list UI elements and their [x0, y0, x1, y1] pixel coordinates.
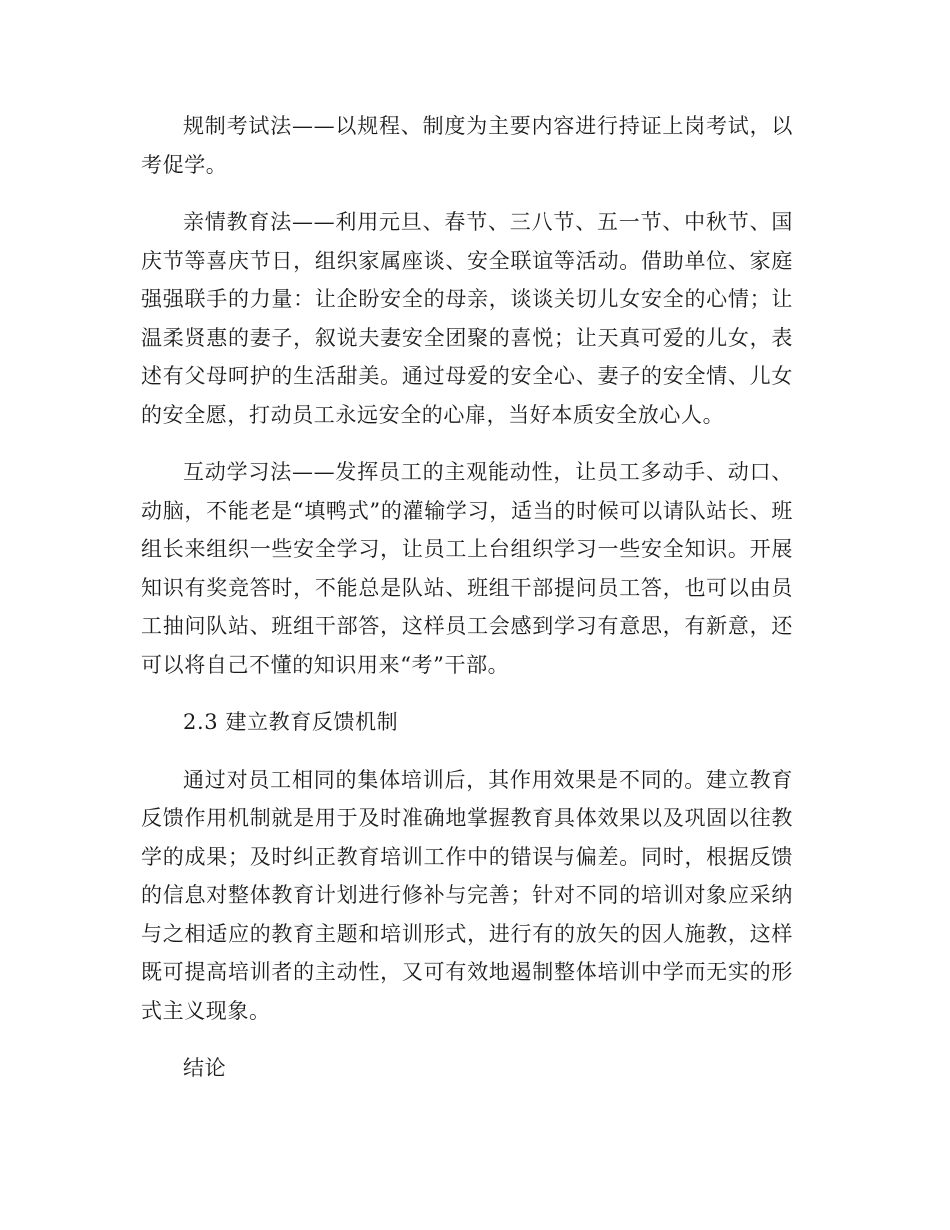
section-heading: 2.3 建立教育反馈机制 — [183, 710, 399, 734]
document-page — [141, 107, 793, 1107]
paragraph-feedback-mechanism: 通过对员工相同的集体培训后，其作用效果是不同的。建立教育反馈作用机制就是用于及时准确地掌握教育具体效果以及巩固以往教学的成果；及时纠正教育培训工作中的错误与偏差。同时，根据反馈的信息对整体教育计划进行修补与完善；针对不同的培训对象应采纳与之相适应的教育主题和培训形式，进行有的放矢的因人施教，这样既可提高培训者的主动性，又可有效地遏制整体培训中学而无实的形式主义现象。 — [141, 767, 793, 1023]
paragraph-interactive-learning: 互动学习法——发挥员工的主观能动性，让员工多动手、动口、动脑，不能老是“填鸭式”的灌输学习，适当的时候可以请队站长、班组长来组织一些安全学习，让员工上台组织学习一些安全知识。开展知识有奖竞答时，不能总是队站、班组干部提问员工答，也可以由员工抽问队站、班组干部答，这样员工会感到学习有意思，有新意，还可以将自己不懂的知识用来“考”干部。 — [141, 460, 793, 677]
paragraph-exam-method: 规制考试法——以规程、制度为主要内容进行持证上岗考试，以考促学。 — [141, 114, 793, 177]
paragraph-family-education: 亲情教育法——利用元旦、春节、三八节、五一节、中秋节、国庆节等喜庆节日，组织家属座谈、安全联谊等活动。借助单位、家庭强强联手的力量：让企盼安全的母亲，谈谈关切儿女安全的心情；让温柔贤惠的妻子，叙说夫妻安全团聚的喜悦；让天真可爱的儿女，表述有父母呵护的生活甜美。通过母爱的安全心、妻子的安全情、儿女的安全愿，打动员工永远安全的心扉，当好本质安全放心人。 — [141, 210, 793, 427]
conclusion-heading: 结论 — [183, 1056, 227, 1080]
